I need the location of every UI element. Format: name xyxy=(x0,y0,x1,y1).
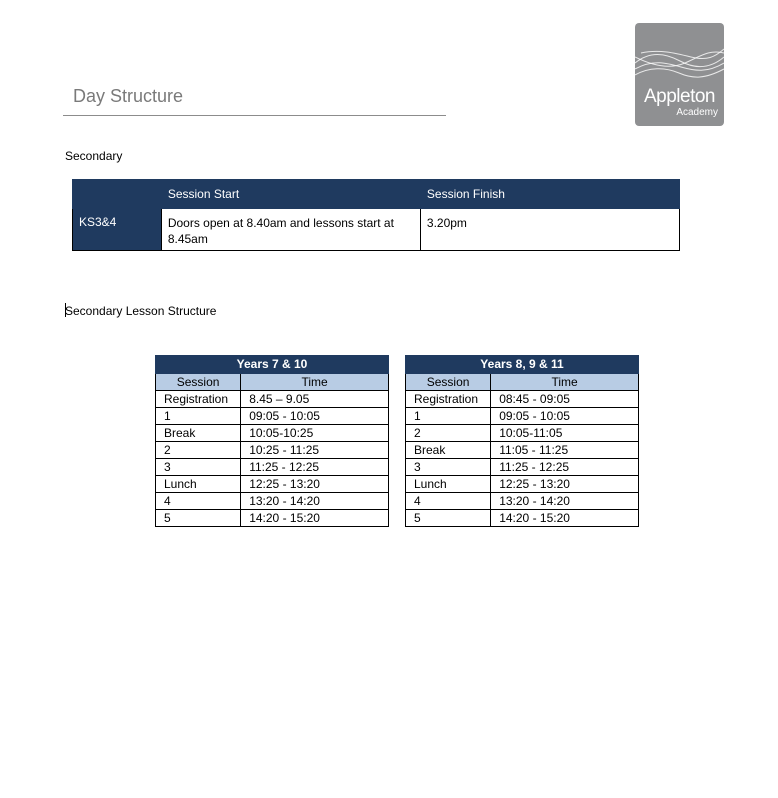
table-row xyxy=(156,408,389,425)
table-row xyxy=(406,510,639,527)
column-header: Time xyxy=(491,374,639,391)
table-row xyxy=(73,209,680,251)
lesson-table-years-7-10 xyxy=(155,355,389,527)
table-row xyxy=(406,476,639,493)
session-finish-cell: 3.20pm xyxy=(420,209,679,251)
table-row xyxy=(406,442,639,459)
table-row xyxy=(406,408,639,425)
logo-subtitle: Academy xyxy=(676,107,718,118)
session-cell: 3 xyxy=(406,459,491,476)
time-cell: 11:25 - 12:25 xyxy=(241,459,389,476)
time-cell: 12:25 - 13:20 xyxy=(491,476,639,493)
session-cell: 5 xyxy=(156,510,241,527)
secondary-heading: Secondary xyxy=(65,149,123,163)
table-header-row xyxy=(156,374,389,391)
table-row xyxy=(156,442,389,459)
session-cell: 2 xyxy=(406,425,491,442)
table-row xyxy=(406,425,639,442)
logo-name: Appleton xyxy=(643,86,715,107)
session-cell: 2 xyxy=(156,442,241,459)
column-header: Session xyxy=(156,374,241,391)
session-cell: 4 xyxy=(406,493,491,510)
time-cell: 12:25 - 13:20 xyxy=(241,476,389,493)
time-cell: 11:25 - 12:25 xyxy=(491,459,639,476)
session-start-cell: Doors open at 8.40am and lessons start at 8.45am xyxy=(161,209,420,251)
table-row xyxy=(156,391,389,408)
time-cell: 14:20 - 15:20 xyxy=(241,510,389,527)
column-header: Session Start xyxy=(161,180,420,209)
table-row xyxy=(156,476,389,493)
time-cell: 10:25 - 11:25 xyxy=(241,442,389,459)
page-title: Day Structure xyxy=(73,86,184,106)
session-cell: 5 xyxy=(406,510,491,527)
table-row xyxy=(156,510,389,527)
table-row xyxy=(156,459,389,476)
time-cell: 09:05 - 10:05 xyxy=(491,408,639,425)
time-cell: 08:45 - 09:05 xyxy=(491,391,639,408)
appleton-logo xyxy=(635,23,724,126)
table-row xyxy=(406,391,639,408)
row-header: KS3&4 xyxy=(73,209,162,251)
table-row xyxy=(156,493,389,510)
column-header: Session xyxy=(406,374,491,391)
session-cell: Lunch xyxy=(156,476,241,493)
table-title-row xyxy=(406,356,639,374)
time-cell: 10:05-10:25 xyxy=(241,425,389,442)
column-header: Time xyxy=(241,374,389,391)
session-cell: Break xyxy=(156,425,241,442)
time-cell: 11:05 - 11:25 xyxy=(491,442,639,459)
time-cell: 10:05-11:05 xyxy=(491,425,639,442)
lesson-structure-heading xyxy=(65,303,216,318)
session-cell: Registration xyxy=(406,391,491,408)
session-cell: 1 xyxy=(156,408,241,425)
column-header: Session Finish xyxy=(420,180,679,209)
session-cell: 4 xyxy=(156,493,241,510)
table-title: Years 7 & 10 xyxy=(156,356,389,374)
session-cell: Registration xyxy=(156,391,241,408)
day-structure-table xyxy=(72,179,680,251)
table-row xyxy=(156,425,389,442)
session-cell: Break xyxy=(406,442,491,459)
table-title-row xyxy=(156,356,389,374)
session-cell: 3 xyxy=(156,459,241,476)
table-row xyxy=(406,493,639,510)
time-cell: 09:05 - 10:05 xyxy=(241,408,389,425)
time-cell: 8.45 – 9.05 xyxy=(241,391,389,408)
table-header-row xyxy=(73,180,680,209)
table-title: Years 8, 9 & 11 xyxy=(406,356,639,374)
lesson-table-years-8-9-11 xyxy=(405,355,639,527)
lesson-structure-label: Secondary Lesson Structure xyxy=(65,304,217,318)
time-cell: 13:20 - 14:20 xyxy=(241,493,389,510)
column-header xyxy=(73,180,162,209)
time-cell: 13:20 - 14:20 xyxy=(491,493,639,510)
table-header-row xyxy=(406,374,639,391)
session-cell: 1 xyxy=(406,408,491,425)
table-row xyxy=(406,459,639,476)
title-divider xyxy=(63,115,446,116)
time-cell: 14:20 - 15:20 xyxy=(491,510,639,527)
session-cell: Lunch xyxy=(406,476,491,493)
